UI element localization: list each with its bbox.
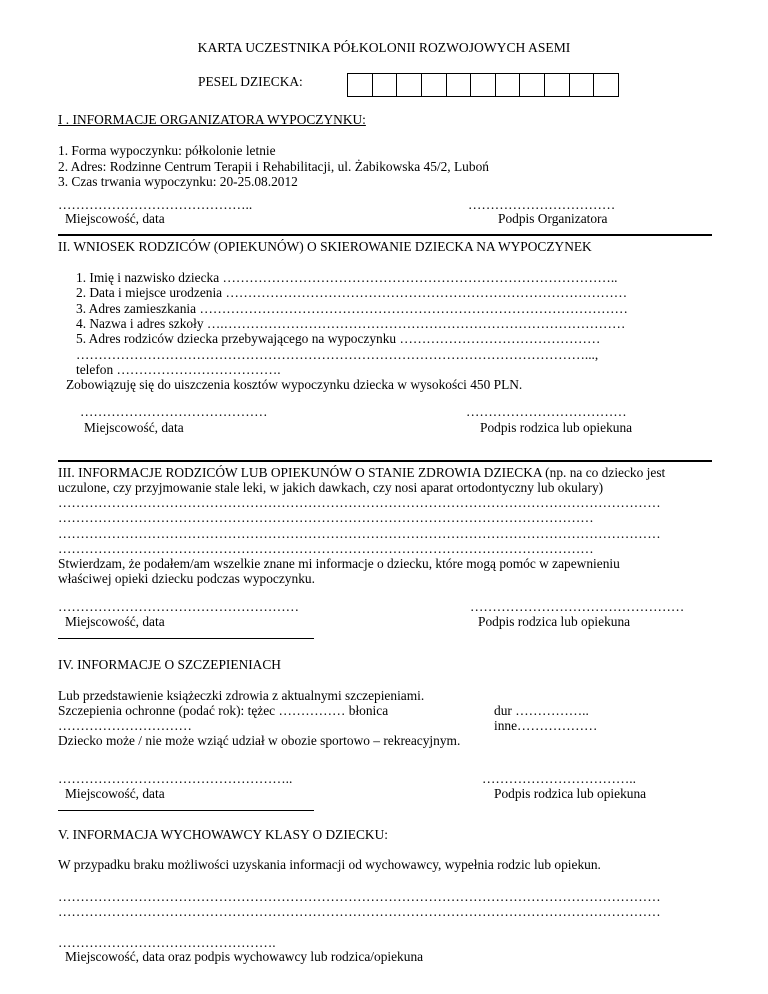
s5-note: W przypadku braku możliwości uzyskania informacji od wychowawcy, wypełnia rodzic lub opiekun. bbox=[58, 857, 601, 872]
s3-line-4[interactable]: ………………………………………………………………………………………………………… bbox=[58, 541, 594, 556]
section-3-heading: III. INFORMACJE RODZICÓW LUB OPIEKUNÓW O STANIE ZDROWIA DZIECKA (np. na co dziecko jest bbox=[58, 465, 666, 480]
pesel-digit-cell[interactable] bbox=[397, 74, 422, 96]
s1-signature-dots[interactable]: …………………………… bbox=[468, 197, 616, 212]
s1-date-label: Miejscowość, data bbox=[65, 211, 165, 226]
s5-line-1[interactable]: ……………………………………………………………………………………………………………………… bbox=[58, 889, 661, 904]
pesel-digit-cell[interactable] bbox=[471, 74, 496, 96]
s1-item-1: 1. Forma wypoczynku: półkolonie letnie bbox=[58, 143, 276, 158]
s3-date-dots[interactable]: ……………………………………………… bbox=[58, 599, 300, 614]
s1-signature-label: Podpis Organizatora bbox=[498, 211, 608, 226]
pesel-digit-cell[interactable] bbox=[348, 74, 373, 96]
divider bbox=[58, 234, 712, 236]
pesel-input-boxes[interactable] bbox=[347, 73, 619, 97]
s4-date-dots[interactable]: …………………………………………….. bbox=[58, 771, 293, 786]
s3-line-2[interactable]: ………………………………………………………………………………………………………… bbox=[58, 510, 594, 525]
s2-item-2[interactable]: 2. Data i miejsce urodzenia ……………………………………………………………………………… bbox=[76, 285, 628, 300]
short-divider bbox=[58, 638, 314, 639]
pesel-digit-cell[interactable] bbox=[520, 74, 545, 96]
document-title: KARTA UCZESTNIKA PÓŁKOLONII ROZWOJOWYCH ASEMI bbox=[197, 40, 571, 55]
s4-camp-statement: Dziecko może / nie może wziąć udział w obozie sportowo – rekreacyjnym. bbox=[58, 733, 461, 748]
s2-item-5[interactable]: 5. Adres rodziców dziecka przebywającego na wypoczynku ……………………………………… bbox=[76, 331, 601, 346]
pesel-digit-cell[interactable] bbox=[594, 74, 618, 96]
section-3-heading-cont: uczulone, czy przyjmowanie stale leki, w jakich dawkach, czy nosi aparat ortodontyczny lub okulary) bbox=[58, 480, 604, 495]
s2-signature-dots[interactable]: ……………………………… bbox=[466, 404, 627, 419]
pesel-digit-cell[interactable] bbox=[373, 74, 398, 96]
short-divider bbox=[58, 810, 314, 811]
s4-signature-dots[interactable]: …………………………….. bbox=[482, 771, 636, 786]
s5-signature-dots[interactable]: …………………………………………. bbox=[58, 935, 276, 950]
s2-item-4[interactable]: 4. Nazwa i adres szkoły ….……………………………………………………………………………… bbox=[76, 316, 626, 331]
pesel-digit-cell[interactable] bbox=[545, 74, 570, 96]
pesel-digit-cell[interactable] bbox=[422, 74, 447, 96]
pesel-digit-cell[interactable] bbox=[447, 74, 472, 96]
pesel-digit-cell[interactable] bbox=[496, 74, 521, 96]
s3-signature-label: Podpis rodzica lub opiekuna bbox=[478, 614, 631, 629]
s2-item-1[interactable]: 1. Imię i nazwisko dziecka …………………………………………………………………………….. bbox=[76, 270, 618, 285]
s2-item-3[interactable]: 3. Adres zamieszkania …………………………………………………………………………………… bbox=[76, 301, 628, 316]
s3-date-label: Miejscowość, data bbox=[65, 614, 165, 629]
s4-line-3[interactable]: ………………………… bbox=[58, 718, 192, 733]
pesel-digit-cell[interactable] bbox=[570, 74, 595, 96]
s2-date-dots[interactable]: …………………………………… bbox=[80, 404, 268, 419]
section-2-heading: II. WNIOSEK RODZICÓW (OPIEKUNÓW) O SKIEROWANIE DZIECKA NA WYPOCZYNEK bbox=[58, 239, 592, 254]
s4-inne[interactable]: inne……………… bbox=[494, 718, 598, 733]
section-1-heading: I . INFORMACJE ORGANIZATORA WYPOCZYNKU: bbox=[58, 112, 366, 127]
s3-statement: Stwierdzam, że podałem/am wszelkie znane mi informacje o dziecku, które mogą pomóc w zapewnieniu bbox=[58, 556, 620, 571]
s5-line-2[interactable]: ……………………………………………………………………………………………………………………… bbox=[58, 904, 661, 919]
section-5-heading: V. INFORMACJA WYCHOWAWCY KLASY O DZIECKU: bbox=[58, 827, 388, 842]
s2-signature-label: Podpis rodzica lub opiekuna bbox=[480, 420, 633, 435]
s3-statement-cont: właściwej opieki dziecku podczas wypoczynku. bbox=[58, 571, 315, 586]
section-4-heading: IV. INFORMACJE O SZCZEPIENIACH bbox=[58, 657, 281, 672]
s3-signature-dots[interactable]: ………………………………………… bbox=[470, 599, 685, 614]
divider bbox=[58, 460, 712, 462]
s2-phone[interactable]: telefon ………………………………. bbox=[76, 362, 281, 377]
s4-signature-label: Podpis rodzica lub opiekuna bbox=[494, 786, 647, 801]
s2-continuation-line[interactable]: ……………………………………………………………………………………………………..., bbox=[76, 347, 599, 362]
pesel-label: PESEL DZIECKA: bbox=[198, 74, 303, 89]
s2-commitment: Zobowiązuję się do uiszczenia kosztów wypoczynku dziecka w wysokości 450 PLN. bbox=[66, 377, 523, 392]
s4-dur[interactable]: dur …………….. bbox=[494, 703, 589, 718]
s1-item-2: 2. Adres: Rodzinne Centrum Terapii i Rehabilitacji, ul. Żabikowska 45/2, Luboń bbox=[58, 159, 489, 174]
s1-item-3: 3. Czas trwania wypoczynku: 20-25.08.2012 bbox=[58, 174, 298, 189]
s4-vaccinations[interactable]: Szczepienia ochronne (podać rok): tężec …………… błonica bbox=[58, 703, 389, 718]
s4-date-label: Miejscowość, data bbox=[65, 786, 165, 801]
s5-signature-label: Miejscowość, data oraz podpis wychowawcy lub rodzica/opiekuna bbox=[65, 949, 424, 964]
s3-line-1[interactable]: ……………………………………………………………………………………………………………………… bbox=[58, 495, 661, 510]
s1-date-dots[interactable]: …………………………………….. bbox=[58, 197, 253, 212]
s3-line-3[interactable]: ……………………………………………………………………………………………………………………… bbox=[58, 526, 661, 541]
s4-line-1: Lub przedstawienie książeczki zdrowia z aktualnymi szczepieniami. bbox=[58, 688, 425, 703]
s2-date-label: Miejscowość, data bbox=[84, 420, 184, 435]
